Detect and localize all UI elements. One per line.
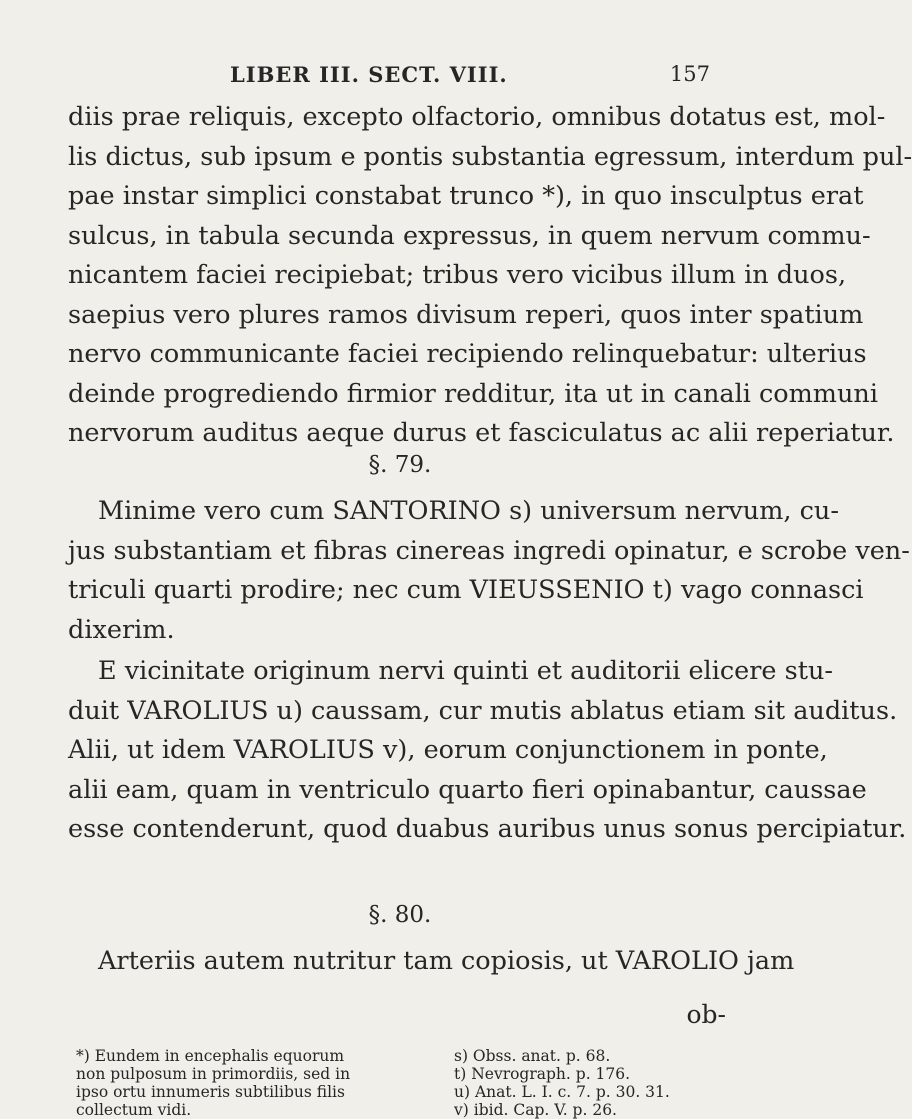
footnotes-right <box>454 1047 744 1119</box>
text-line: dixerim. <box>68 614 175 645</box>
paragraph-2 <box>68 492 910 650</box>
footnote-line: v) ibid. Cap. V. p. 26. <box>454 1101 617 1119</box>
running-title: LIBER III. SECT. VIII. <box>230 62 508 87</box>
text-line: saepius vero plures ramos divisum reperi, quos inter spatium <box>68 299 864 330</box>
text-line: deinde progrediendo firmior redditur, ita ut in canali communi <box>68 378 878 409</box>
text-line: triculi quarti prodire; nec cum VIEUSSENIO t) vago connasci <box>68 575 864 605</box>
text-line: pae instar simplici constabat trunco *), in quo insculptus erat <box>68 181 864 211</box>
paragraph-4 <box>68 942 795 982</box>
section-heading-80: §. 80. <box>368 902 432 928</box>
footnote-line: non pulposum in primordiis, sed in <box>76 1065 351 1083</box>
footnote-line: ipso ortu innumeris subtilibus filis <box>76 1083 345 1101</box>
paragraph-1 <box>68 98 912 454</box>
text-line: nervorum auditus aeque durus et fasciculatus ac alii reperiatur. <box>68 418 895 448</box>
text-line: alii eam, quam in ventriculo quarto fieri opinabantur, caussae <box>68 774 867 805</box>
text-line: diis prae reliquis, excepto olfactorio, omnibus dotatus est, mol- <box>68 102 886 132</box>
text-line: Arteriis autem nutritur tam copiosis, ut VAROLIO jam <box>98 946 795 976</box>
footnotes-left <box>76 1047 366 1119</box>
text-line: Minime vero cum SANTORINO s) universum nervum, cu- <box>98 496 839 526</box>
text-line: nicantem faciei recipiebat; tribus vero vicibus illum in duos, <box>68 260 847 290</box>
text-line: esse contenderunt, quod duabus auribus unus sonus percipiatur. <box>68 814 907 844</box>
text-line: E vicinitate originum nervi quinti et auditorii elicere stu- <box>98 656 833 686</box>
text-line: sulcus, in tabula secunda expressus, in quem nervum commu- <box>68 220 871 251</box>
footnote-line: *) Eundem in encephalis equorum <box>76 1047 345 1065</box>
text-line: lis dictus, sub ipsum e pontis substantia egressum, interdum pul- <box>68 141 912 172</box>
text-line: jus substantiam et fibras cinereas ingredi opinatur, e scrobe ven- <box>68 535 910 566</box>
footnote-line: s) Obss. anat. p. 68. <box>454 1047 611 1065</box>
paragraph-3 <box>68 652 907 850</box>
footnote-line: t) Nevrograph. p. 176. <box>454 1065 631 1083</box>
running-header <box>0 62 800 94</box>
text-line: duit VAROLIUS u) caussam, cur mutis ablatus etiam sit auditus. <box>68 695 898 726</box>
footnote-line: collectum vidi. <box>76 1101 192 1119</box>
catchword: ob- <box>686 1000 726 1029</box>
footnote-line: u) Anat. L. I. c. 7. p. 30. 31. <box>454 1083 670 1101</box>
text-line: nervo communicante faciei recipiendo relinquebatur: ulterius <box>68 339 867 369</box>
text-line: Alii, ut idem VAROLIUS v), eorum conjunctionem in ponte, <box>68 735 828 765</box>
section-heading-79: §. 79. <box>368 452 432 478</box>
page-number: 157 <box>669 62 710 86</box>
